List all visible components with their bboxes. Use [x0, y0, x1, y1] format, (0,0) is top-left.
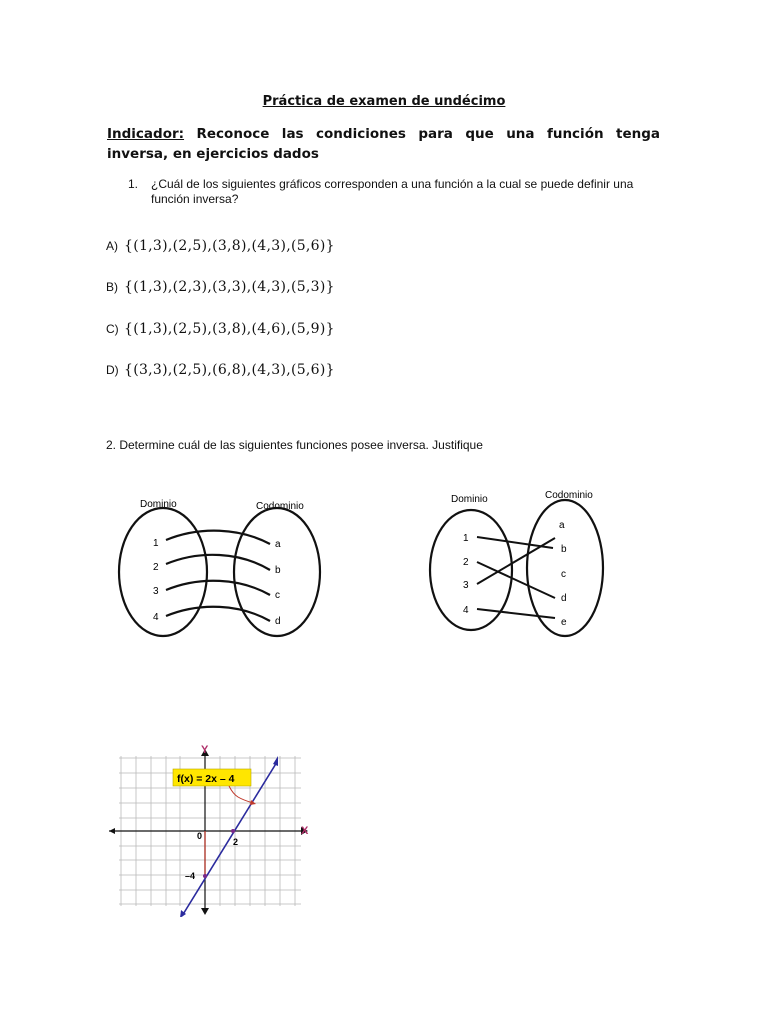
page-title: Práctica de examen de undécimo — [262, 94, 506, 109]
mapping-diagram-2 — [425, 484, 615, 644]
codomain-element: d — [275, 616, 281, 627]
domain-element: 2 — [153, 562, 159, 573]
domain-element: 1 — [153, 538, 159, 549]
x-axis-label: X — [301, 825, 309, 837]
y-axis-label: Y — [201, 744, 209, 756]
domain-element: 3 — [153, 586, 159, 597]
option-letter: B) — [106, 280, 118, 294]
mapping-arrow — [477, 538, 555, 584]
question1-text: ¿Cuál de los siguientes gráficos corresponden a una función a la cual se puede definir una función inversa? — [151, 177, 634, 206]
codomain-element: a — [275, 539, 281, 550]
mapping-arrow — [477, 609, 555, 618]
codomain-label: Codominio — [256, 501, 304, 512]
option-set: {(1,3),(2,5),(3,8),(4,3),(5,6)} — [124, 238, 335, 254]
option-set: {(3,3),(2,5),(6,8),(4,3),(5,6)} — [124, 362, 335, 378]
indicator-text: Reconoce las condiciones para que una función tenga inversa, en ejercicios dados — [107, 126, 661, 162]
domain-element: 1 — [463, 533, 469, 544]
codomain-element: b — [561, 544, 567, 555]
domain-element: 4 — [153, 612, 159, 623]
y-axis-arrow-down — [201, 908, 209, 915]
x-intercept-label: 2 — [233, 837, 239, 847]
domain-label: Dominio — [451, 494, 488, 505]
domain-label: Dominio — [140, 499, 177, 510]
domain-element: 4 — [463, 605, 469, 616]
mapping-arrow — [166, 555, 270, 570]
option-letter: D) — [106, 363, 119, 377]
codomain-element: c — [561, 569, 566, 580]
x-axis-arrow-left — [109, 828, 115, 834]
domain-ellipse — [119, 508, 207, 636]
codomain-label: Codominio — [545, 490, 593, 501]
mapping-diagram-1 — [110, 490, 330, 660]
option-c — [106, 318, 335, 340]
domain-element: 3 — [463, 580, 469, 591]
option-d — [106, 359, 335, 381]
function-graph — [105, 742, 320, 917]
question2-text: 2. Determine cuál de las siguientes funciones posee inversa. Justifique — [106, 438, 483, 452]
function-label: f(x) = 2x – 4 — [177, 773, 235, 785]
mapping-arrow — [166, 581, 270, 595]
question1-number: 1. — [128, 177, 139, 191]
option-set: {(1,3),(2,5),(3,8),(4,6),(5,9)} — [124, 321, 335, 337]
codomain-element: d — [561, 593, 567, 604]
codomain-element: a — [559, 520, 565, 531]
option-letter: C) — [106, 322, 119, 336]
option-set: {(1,3),(2,3),(3,3),(4,3),(5,3)} — [124, 279, 335, 295]
line-arrow-up — [273, 756, 278, 766]
y-intercept-label: –4 — [185, 871, 196, 881]
origin-label: 0 — [197, 831, 203, 841]
mapping-arrow — [166, 607, 270, 621]
mapping-arrow — [166, 531, 270, 544]
option-a — [106, 235, 335, 257]
y-intercept-point — [203, 874, 207, 878]
codomain-element: e — [561, 617, 567, 628]
option-b — [106, 276, 335, 298]
codomain-element: b — [275, 565, 281, 576]
codomain-element: c — [275, 590, 280, 601]
option-letter: A) — [106, 239, 118, 253]
label-pointer — [229, 786, 253, 803]
domain-element: 2 — [463, 557, 469, 568]
indicator-label: Indicador: — [107, 126, 185, 142]
x-intercept-point — [231, 829, 235, 833]
indicator — [107, 124, 660, 164]
mapping-arrow — [477, 562, 555, 598]
